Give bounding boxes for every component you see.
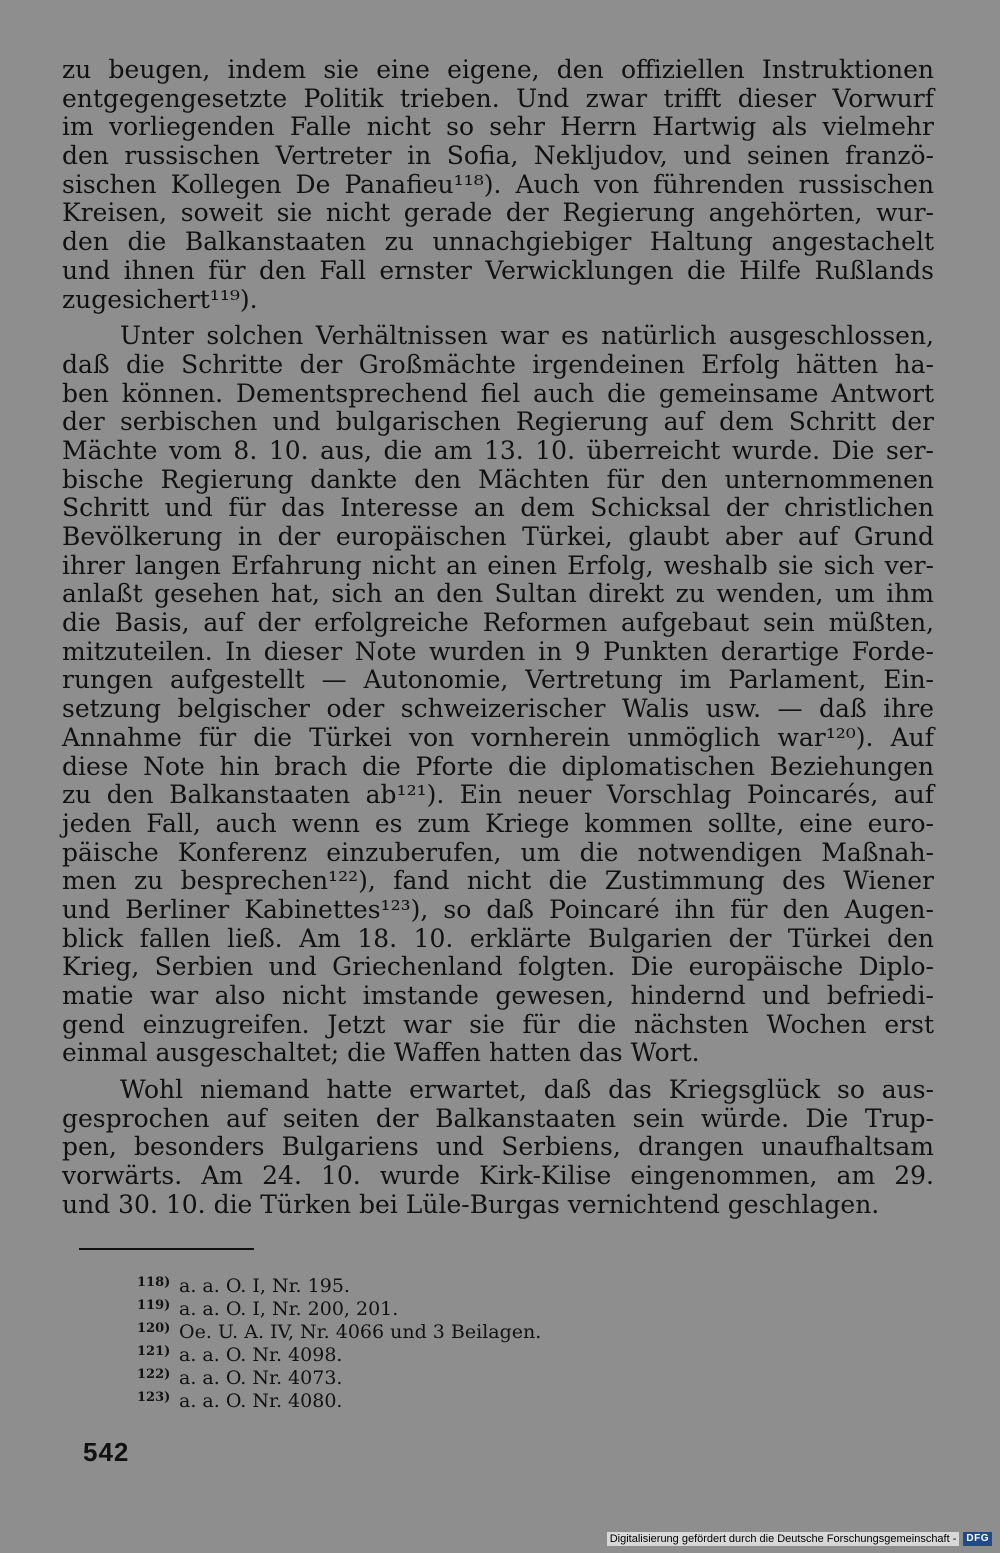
footnote-text: a. a. O. Nr. 4080.	[179, 1390, 343, 1412]
credit-text: Digitalisierung gefördert durch die Deutsche Forschungsgemeinschaft -	[607, 1532, 960, 1546]
text-line: gesprochen auf seiten der Balkanstaaten sein würde. Die Trup-	[62, 1103, 934, 1133]
text-line: matie war also nicht imstande gewesen, hindernd und befriedi-	[62, 981, 934, 1010]
text-line: sischen Kollegen De Panafieu¹¹⁸). Auch von führenden russischen	[62, 169, 934, 199]
footnote	[137, 1363, 697, 1389]
text-line: zu den Balkanstaaten ab¹²¹). Ein neuer Vorschlag Poincarés, auf	[62, 780, 934, 810]
main-text	[62, 56, 934, 1220]
footnote-number: 118)	[137, 1275, 171, 1290]
footnote-text: a. a. O. I, Nr. 195.	[179, 1275, 350, 1297]
digitization-credit	[607, 1531, 992, 1547]
text-line: den die Balkanstaaten zu unnachgiebiger Haltung angestachelt	[62, 227, 934, 257]
text-line: zugesichert¹¹⁹).	[62, 284, 258, 314]
footnote-text: Oe. U. A. IV, Nr. 4066 und 3 Beilagen.	[179, 1321, 542, 1343]
footnote-text: a. a. O. Nr. 4098.	[179, 1344, 343, 1366]
text-line: Kreisen, soweit sie nicht gerade der Regierung angehörten, wur-	[62, 198, 934, 228]
text-line: Bevölkerung in der europäischen Türkei, glaubt aber auf Grund	[62, 522, 934, 551]
text-line: daß die Schritte der Großmächte irgendeinen Erfolg hätten ha-	[62, 349, 934, 379]
paragraph-2	[62, 322, 934, 1068]
footnote	[137, 1271, 697, 1297]
text-line: Unter solchen Verhältnissen war es natürlich ausgeschlossen,	[120, 321, 934, 351]
text-line: diese Note hin brach die Pforte die diplomatischen Beziehungen	[62, 751, 934, 781]
text-line: Krieg, Serbien und Griechenland folgten. Die europäische Diplo-	[62, 952, 934, 982]
footnote	[137, 1294, 697, 1320]
text-line: men zu besprechen¹²²), fand nicht die Zustimmung des Wiener	[62, 866, 934, 896]
footnote-text: a. a. O. Nr. 4073.	[179, 1367, 343, 1389]
text-line: setzung belgischer oder schweizerischer Walis usw. — daß ihre	[62, 694, 934, 724]
text-line: bische Regierung dankte den Mächten für den unternommenen	[62, 464, 934, 494]
text-line: blick fallen ließ. Am 18. 10. erklärte Bulgarien der Türkei den	[62, 923, 934, 953]
text-line: Wohl niemand hatte erwartet, daß das Kriegsglück so aus-	[120, 1075, 934, 1105]
text-line: Annahme für die Türkei von vornherein unmöglich war¹²⁰). Auf	[62, 722, 934, 752]
text-line: zu beugen, indem sie eine eigene, den offiziellen Instruktionen	[62, 55, 934, 84]
text-line: entgegengesetzte Politik trieben. Und zwar trifft dieser Vorwurf	[62, 83, 934, 113]
text-line: die Basis, auf der erfolgreiche Reformen aufgebaut sein müßten,	[62, 608, 934, 638]
footnote-number: 119)	[137, 1298, 171, 1313]
footnotes	[137, 1271, 697, 1412]
text-line: einmal ausgeschaltet; die Waffen hatten das Wort.	[62, 1038, 700, 1068]
text-line: gend einzugreifen. Jetzt war sie für die nächsten Wochen erst	[62, 1009, 934, 1039]
text-line: ihrer langen Erfahrung nicht an einen Erfolg, weshalb sie sich ver-	[62, 550, 934, 580]
text-line: jeden Fall, auch wenn es zum Kriege kommen sollte, eine euro-	[62, 808, 934, 838]
text-line: pen, besonders Bulgariens und Serbiens, drangen unaufhaltsam	[62, 1132, 934, 1162]
paragraph-3	[62, 1076, 934, 1219]
paragraph-1	[62, 56, 934, 314]
footnote-number: 122)	[137, 1367, 171, 1382]
text-line: rungen aufgestellt — Autonomie, Vertretung im Parlament, Ein-	[62, 665, 934, 695]
text-line: ben können. Dementsprechend fiel auch die gemeinsame Antwort	[62, 378, 934, 408]
text-line: und Berliner Kabinettes¹²³), so daß Poincaré ihn für den Augen-	[62, 894, 934, 924]
footnote-number: 121)	[137, 1344, 171, 1359]
text-line: Schritt und für das Interesse an dem Schicksal der christlichen	[62, 493, 934, 523]
text-line: anlaßt gesehen hat, sich an den Sultan direkt zu wenden, um ihm	[62, 579, 934, 609]
text-line: vorwärts. Am 24. 10. wurde Kirk-Kilise eingenommen, am 29.	[62, 1161, 934, 1191]
text-line: den russischen Vertreter in Sofia, Nekljudov, und seinen franzö-	[62, 141, 934, 171]
dfg-logo: DFG	[963, 1532, 992, 1546]
footnote	[137, 1340, 697, 1366]
text-line: und 30. 10. die Türken bei Lüle-Burgas vernichtend geschlagen.	[62, 1189, 880, 1219]
footnote	[137, 1317, 697, 1343]
page-number: 542	[83, 1437, 130, 1467]
text-line: Mächte vom 8. 10. aus, die am 13. 10. überreicht wurde. Die ser-	[62, 435, 934, 465]
text-line: der serbischen und bulgarischen Regierung auf dem Schritt der	[62, 407, 934, 437]
text-line: päische Konferenz einzuberufen, um die notwendigen Maßnah-	[62, 837, 934, 867]
footnote-divider	[79, 1248, 254, 1250]
footnote	[137, 1386, 697, 1412]
footnote-text: a. a. O. I, Nr. 200, 201.	[179, 1298, 399, 1320]
text-line: mitzuteilen. In dieser Note wurden in 9 Punkten derartige Forde-	[62, 636, 934, 666]
text-line: und ihnen für den Fall ernster Verwicklungen die Hilfe Rußlands	[62, 255, 934, 285]
footnote-number: 120)	[137, 1321, 171, 1336]
footnote-number: 123)	[137, 1390, 171, 1405]
text-line: im vorliegenden Falle nicht so sehr Herrn Hartwig als vielmehr	[62, 112, 934, 142]
